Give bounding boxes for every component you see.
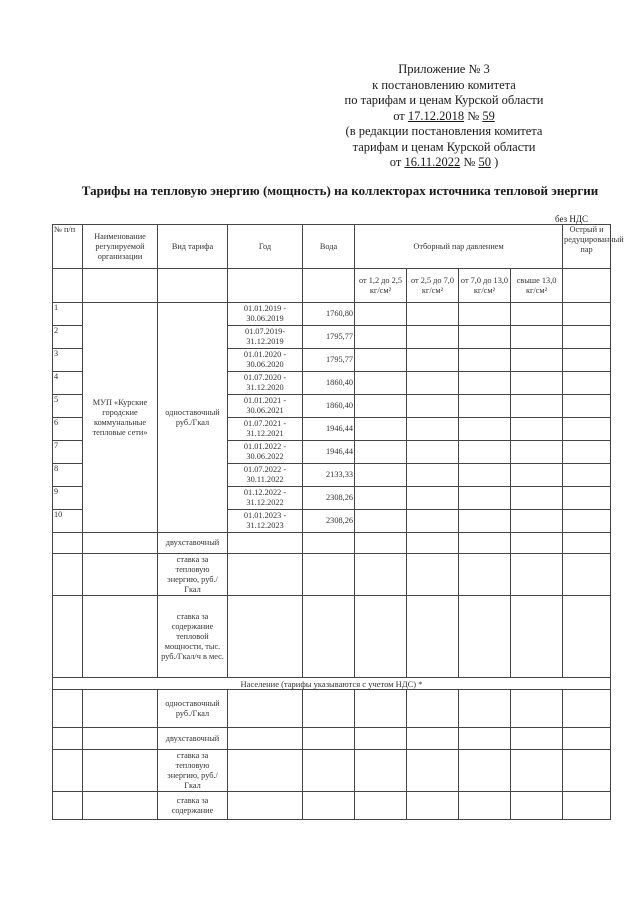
cell-empty	[303, 596, 355, 678]
tariff-table	[52, 224, 624, 820]
cell-empty	[355, 326, 407, 349]
cell-empty	[459, 418, 511, 441]
water-value: 1795,77	[303, 326, 355, 349]
header-sharp-steam: Острый и редуцированный пар	[563, 225, 611, 269]
cell-empty	[563, 510, 611, 533]
header-pressure-2: от 2,5 до 7,0 кг/см²	[407, 269, 459, 303]
cell-empty	[563, 418, 611, 441]
document-title: Тарифы на тепловую энергию (мощность) на коллекторах источника тепловой энергии	[81, 183, 599, 198]
cell-empty	[459, 303, 511, 326]
cell-empty	[407, 792, 459, 820]
cell-empty	[563, 487, 611, 510]
cell-empty	[407, 464, 459, 487]
cell-empty	[459, 441, 511, 464]
annex-edit-no-sign: №	[460, 155, 479, 169]
header-water: Вода	[303, 225, 355, 269]
cell-empty	[511, 303, 563, 326]
row-number: 4	[53, 372, 83, 395]
annex-date: 17.12.2018	[407, 108, 465, 123]
water-value: 1760,80	[303, 303, 355, 326]
header-pressure-3: от 7,0 до 13,0 кг/см²	[459, 269, 511, 303]
period: 01.01.2020 - 30.06.2020	[228, 349, 303, 372]
pop-rate-capacity: ставка за содержание	[158, 792, 228, 820]
header-empty	[83, 269, 158, 303]
cell-empty	[303, 554, 355, 596]
header-pressure-4: свыше 13,0 кг/см²	[511, 269, 563, 303]
cell-empty	[355, 395, 407, 418]
cell-empty	[53, 792, 83, 820]
cell-empty	[459, 326, 511, 349]
header-empty	[228, 269, 303, 303]
water-value: 2308,26	[303, 487, 355, 510]
cell-empty	[228, 792, 303, 820]
cell-empty	[407, 372, 459, 395]
cell-empty	[83, 690, 158, 728]
cell-empty	[459, 690, 511, 728]
cell-empty	[563, 690, 611, 728]
header-tariff-type: Вид тарифа	[158, 225, 228, 269]
cell-empty	[407, 395, 459, 418]
cell-empty	[355, 303, 407, 326]
organization-name: МУП «Курские городские коммунальные тепловые сети»	[83, 303, 158, 533]
cell-empty	[459, 750, 511, 792]
annex-edit-close: )	[490, 155, 499, 169]
cell-empty	[407, 487, 459, 510]
period: 01.12.2022 - 31.12.2022	[228, 487, 303, 510]
cell-empty	[53, 596, 83, 678]
cell-empty	[511, 326, 563, 349]
annex-line-6: тарифам и ценам Курской области	[352, 139, 536, 154]
pop-rate-energy: ставка за тепловую энергию, руб./Гкал	[158, 750, 228, 792]
water-value: 1946,44	[303, 418, 355, 441]
cell-empty	[459, 487, 511, 510]
cell-empty	[511, 690, 563, 728]
cell-empty	[355, 487, 407, 510]
header-steam: Отборный пар давлением	[355, 225, 563, 269]
row-number: 8	[53, 464, 83, 487]
cell-empty	[407, 750, 459, 792]
cell-empty	[303, 792, 355, 820]
cell-empty	[228, 728, 303, 750]
header-year: Год	[228, 225, 303, 269]
period: 01.01.2022 - 30.06.2022	[228, 441, 303, 464]
cell-empty	[53, 554, 83, 596]
water-value: 2308,26	[303, 510, 355, 533]
cell-empty	[303, 533, 355, 554]
cell-empty	[407, 728, 459, 750]
cell-empty	[228, 554, 303, 596]
cell-empty	[459, 372, 511, 395]
row-number: 6	[53, 418, 83, 441]
period: 01.07.2019- 31.12.2019	[228, 326, 303, 349]
cell-empty	[355, 418, 407, 441]
cell-empty	[53, 533, 83, 554]
header-empty	[303, 269, 355, 303]
cell-empty	[83, 554, 158, 596]
row-number: 1	[53, 303, 83, 326]
water-value: 1860,40	[303, 395, 355, 418]
row-number: 3	[53, 349, 83, 372]
cell-empty	[459, 792, 511, 820]
cell-empty	[459, 596, 511, 678]
cell-empty	[407, 690, 459, 728]
cell-empty	[83, 596, 158, 678]
header-empty	[563, 269, 611, 303]
cell-empty	[511, 533, 563, 554]
annex-edit-date: 16.11.2022	[404, 155, 461, 169]
row-number: 7	[53, 441, 83, 464]
cell-empty	[563, 441, 611, 464]
population-header: Население (тарифы указываются с учетом НДС) *	[53, 678, 611, 690]
header-empty	[158, 269, 228, 303]
cell-empty	[407, 510, 459, 533]
period: 01.01.2021 - 30.06.2021	[228, 395, 303, 418]
cell-empty	[563, 792, 611, 820]
cell-empty	[228, 533, 303, 554]
cell-empty	[355, 728, 407, 750]
cell-empty	[563, 326, 611, 349]
cell-empty	[228, 750, 303, 792]
period: 01.07.2021 - 31.12.2021	[228, 418, 303, 441]
cell-empty	[563, 533, 611, 554]
cell-empty	[511, 349, 563, 372]
water-value: 1946,44	[303, 441, 355, 464]
cell-empty	[407, 326, 459, 349]
cell-empty	[228, 690, 303, 728]
cell-empty	[459, 533, 511, 554]
cell-empty	[511, 372, 563, 395]
cell-empty	[563, 750, 611, 792]
cell-empty	[511, 510, 563, 533]
cell-empty	[511, 464, 563, 487]
cell-empty	[511, 554, 563, 596]
cell-empty	[511, 441, 563, 464]
cell-empty	[563, 554, 611, 596]
header-empty	[53, 269, 83, 303]
vat-note: без НДС	[554, 214, 588, 224]
period: 01.01.2019 - 30.06.2019	[228, 303, 303, 326]
cell-empty	[355, 533, 407, 554]
cell-empty	[407, 441, 459, 464]
cell-empty	[459, 510, 511, 533]
cell-empty	[228, 596, 303, 678]
header-pressure-1: от 1,2 до 2,5 кг/см²	[355, 269, 407, 303]
cell-empty	[407, 533, 459, 554]
cell-empty	[511, 792, 563, 820]
cell-empty	[355, 690, 407, 728]
rate-capacity: ставка за содержание тепловой мощности, тыс. руб./Гкал/ч в мес.	[158, 596, 228, 678]
annex-line-4	[294, 109, 594, 125]
water-value: 1860,40	[303, 372, 355, 395]
cell-empty	[303, 728, 355, 750]
cell-empty	[563, 464, 611, 487]
row-number: 5	[53, 395, 83, 418]
row-number: 2	[53, 326, 83, 349]
cell-empty	[511, 418, 563, 441]
cell-empty	[459, 349, 511, 372]
cell-empty	[459, 554, 511, 596]
cell-empty	[83, 728, 158, 750]
rate-energy: ставка за тепловую энергию, руб./Гкал	[158, 554, 228, 596]
cell-empty	[511, 596, 563, 678]
cell-empty	[53, 690, 83, 728]
cell-empty	[563, 372, 611, 395]
annex-number: 59	[482, 108, 495, 123]
annex-no-sign: №	[464, 108, 483, 123]
cell-empty	[407, 418, 459, 441]
cell-empty	[459, 395, 511, 418]
water-value: 1795,77	[303, 349, 355, 372]
cell-empty	[407, 303, 459, 326]
cell-empty	[53, 728, 83, 750]
cell-empty	[355, 750, 407, 792]
period: 01.01.2023 - 31.12.2023	[228, 510, 303, 533]
cell-empty	[355, 464, 407, 487]
cell-empty	[407, 596, 459, 678]
cell-empty	[563, 728, 611, 750]
one-part-rate: одноставочный руб./Гкал	[158, 303, 228, 533]
cell-empty	[303, 750, 355, 792]
period: 01.07.2022 - 30.11.2022	[228, 464, 303, 487]
cell-empty	[355, 349, 407, 372]
water-value: 2133,33	[303, 464, 355, 487]
cell-empty	[563, 596, 611, 678]
cell-empty	[355, 441, 407, 464]
cell-empty	[511, 487, 563, 510]
annex-from: от	[393, 108, 408, 123]
cell-empty	[303, 690, 355, 728]
cell-empty	[511, 750, 563, 792]
annex-line-2: к постановлению комитета	[372, 77, 516, 92]
cell-empty	[407, 554, 459, 596]
period: 01.07.2020 - 31.12.2020	[228, 372, 303, 395]
pop-two-part-rate: двухставочный	[158, 728, 228, 750]
pop-one-part-rate: одноставочный руб./Гкал	[158, 690, 228, 728]
cell-empty	[563, 303, 611, 326]
cell-empty	[355, 554, 407, 596]
cell-empty	[407, 349, 459, 372]
cell-empty	[355, 510, 407, 533]
cell-empty	[563, 349, 611, 372]
cell-empty	[355, 596, 407, 678]
annex-edit-number: 50	[478, 155, 491, 169]
cell-empty	[355, 792, 407, 820]
cell-empty	[83, 792, 158, 820]
cell-empty	[459, 464, 511, 487]
annex-line-3: по тарифам и ценам Курской области	[344, 93, 544, 107]
cell-empty	[459, 728, 511, 750]
annex-line-7	[294, 155, 594, 171]
row-number: 10	[53, 510, 83, 533]
cell-empty	[53, 750, 83, 792]
header-org: Наименование регулируемой организации	[83, 225, 158, 269]
row-number: 9	[53, 487, 83, 510]
header-num: № п/п	[53, 225, 83, 269]
cell-empty	[83, 750, 158, 792]
cell-empty	[511, 728, 563, 750]
cell-empty	[355, 372, 407, 395]
cell-empty	[563, 395, 611, 418]
cell-empty	[511, 395, 563, 418]
annex-line-5: (в редакции постановления комитета	[345, 124, 543, 138]
annex-line-1: Приложение № 3	[398, 62, 490, 76]
two-part-rate: двухставочный	[158, 533, 228, 554]
annex-edit-from: от	[389, 155, 405, 169]
annex-block	[294, 62, 594, 171]
cell-empty	[83, 533, 158, 554]
